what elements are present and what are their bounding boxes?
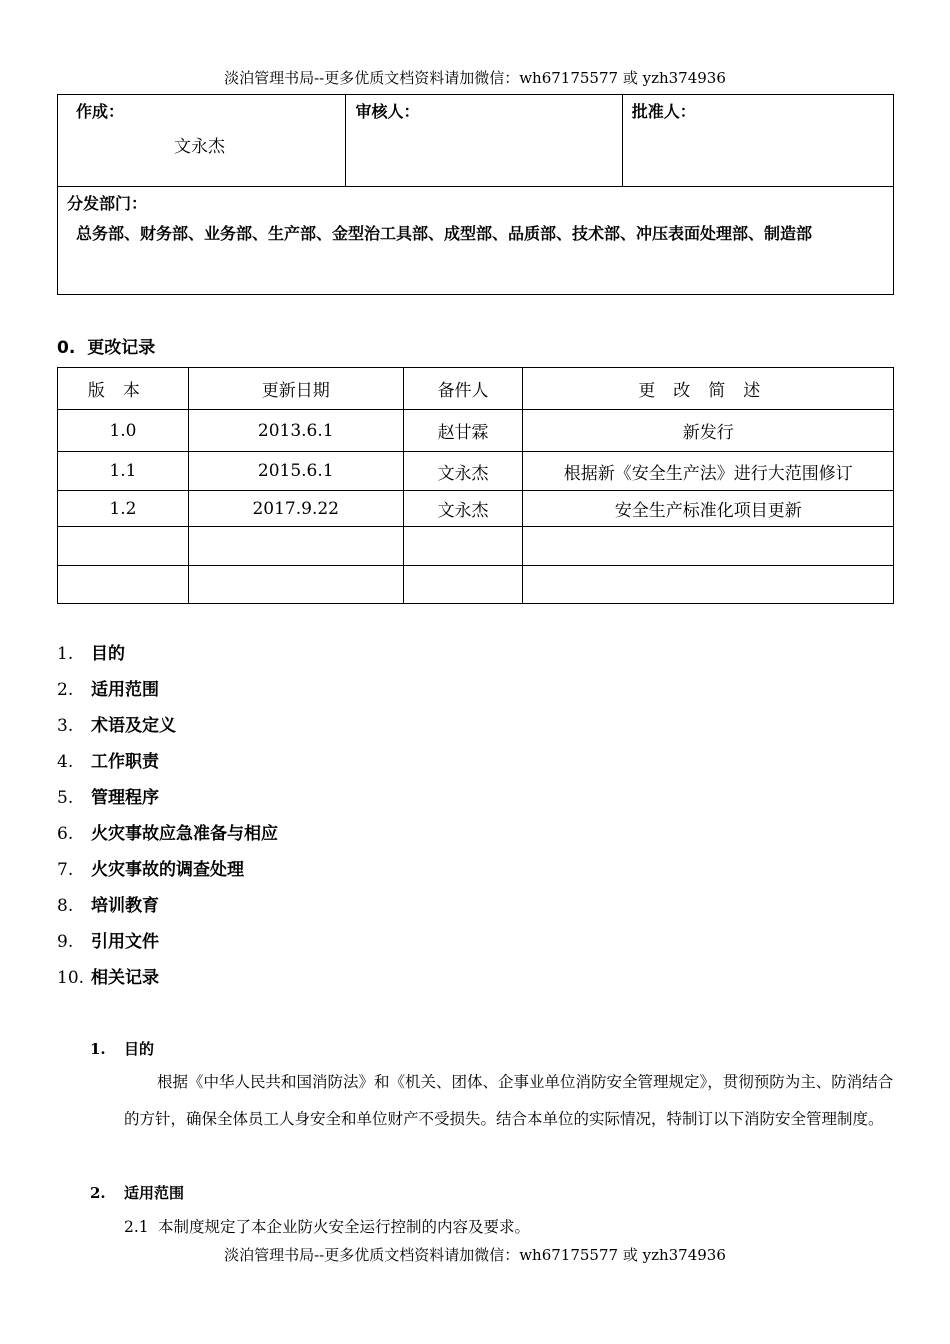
revision-table xyxy=(57,367,894,604)
table-of-contents xyxy=(57,642,278,1002)
toc-item xyxy=(57,678,278,714)
section1-title: 目的 xyxy=(124,1040,155,1058)
cell-person: 文永杰 xyxy=(403,491,523,527)
cell-summary xyxy=(523,527,894,566)
distribution-label: 分发部门： xyxy=(67,194,148,213)
toc-title: 火灾事故应急准备与相应 xyxy=(91,824,278,844)
author-label: 作成： xyxy=(76,102,125,121)
toc-title: 术语及定义 xyxy=(91,716,176,736)
toc-title: 工作职责 xyxy=(91,752,159,772)
header-summary: 更改简述 xyxy=(523,368,894,410)
author-cell xyxy=(58,95,346,187)
toc-item xyxy=(57,858,278,894)
approver-label: 批准人： xyxy=(631,102,696,121)
revision-title-num: 0. xyxy=(57,338,76,358)
section2-item xyxy=(124,1215,530,1237)
cell-person xyxy=(403,527,523,566)
header-date: 更新日期 xyxy=(188,368,403,410)
toc-title: 引用文件 xyxy=(91,932,159,952)
section1-body: 根据《中华人民共和国消防法》和《机关、团体、企事业单位消防安全管理规定》，贯彻预防为主、防消结合的方针，确保全体员工人身安全和单位财产不受损失。结合本单位的实际情况，特制订以下消防安全管理制度。 xyxy=(124,1073,894,1128)
cell-summary: 根据新《安全生产法》进行大范围修订 xyxy=(523,452,894,491)
toc-num: 3. xyxy=(57,716,74,736)
cell-date: 2017.9.22 xyxy=(188,491,403,527)
cell-version: 1.1 xyxy=(58,452,189,491)
cell-summary xyxy=(523,566,894,604)
distribution-text: 总务部、财务部、业务部、生产部、金型治工具部、成型部、品质部、技术部、冲压表面处理部、制造部 xyxy=(76,224,813,243)
toc-num: 4. xyxy=(57,752,74,772)
toc-item xyxy=(57,642,278,678)
toc-title: 适用范围 xyxy=(91,680,159,700)
toc-title: 相关记录 xyxy=(91,968,159,988)
approver-cell xyxy=(622,95,893,187)
toc-item xyxy=(57,822,278,858)
cell-summary: 新发行 xyxy=(523,410,894,452)
toc-num: 1. xyxy=(57,644,74,664)
section2-heading xyxy=(90,1182,184,1203)
table-row xyxy=(58,566,894,604)
section2-item-num: 2.1 xyxy=(124,1218,149,1236)
cell-person: 赵甘霖 xyxy=(403,410,523,452)
page-footer: 淡泊管理书局--更多优质文档资料请加微信：wh67175577 或 yzh374936 xyxy=(224,1246,726,1264)
table-row xyxy=(58,452,894,491)
cell-version: 1.0 xyxy=(58,410,189,452)
section2-title: 适用范围 xyxy=(124,1184,185,1202)
toc-item xyxy=(57,786,278,822)
distribution-cell xyxy=(58,187,894,295)
toc-num: 9. xyxy=(57,932,74,952)
toc-title: 火灾事故的调查处理 xyxy=(91,860,244,880)
page-header: 淡泊管理书局--更多优质文档资料请加微信：wh67175577 或 yzh374936 xyxy=(224,69,726,87)
revision-header-row xyxy=(58,368,894,410)
table-row xyxy=(58,491,894,527)
cell-version xyxy=(58,566,189,604)
cell-date: 2013.6.1 xyxy=(188,410,403,452)
cell-person: 文永杰 xyxy=(403,452,523,491)
toc-num: 7. xyxy=(57,860,74,880)
cell-date xyxy=(188,527,403,566)
cell-version xyxy=(58,527,189,566)
revision-title-text: 更改记录 xyxy=(87,338,156,358)
cell-person xyxy=(403,566,523,604)
toc-title: 目的 xyxy=(91,644,125,664)
toc-num: 10. xyxy=(57,968,85,988)
section1-num: 1. xyxy=(90,1040,106,1058)
signoff-table xyxy=(57,94,894,295)
section1-heading xyxy=(90,1038,154,1059)
toc-item xyxy=(57,750,278,786)
toc-title: 管理程序 xyxy=(91,788,159,808)
toc-num: 2. xyxy=(57,680,74,700)
cell-version: 1.2 xyxy=(58,491,189,527)
reviewer-cell xyxy=(345,95,622,187)
toc-item xyxy=(57,966,278,1002)
table-row xyxy=(58,410,894,452)
author-name: 文永杰 xyxy=(174,137,225,157)
header-version: 版本 xyxy=(58,368,189,410)
cell-date: 2015.6.1 xyxy=(188,452,403,491)
cell-date xyxy=(188,566,403,604)
toc-num: 6. xyxy=(57,824,74,844)
header-person: 备件人 xyxy=(403,368,523,410)
toc-item xyxy=(57,714,278,750)
toc-num: 5. xyxy=(57,788,74,808)
table-row xyxy=(58,527,894,566)
revision-title xyxy=(57,333,155,358)
toc-item xyxy=(57,894,278,930)
section2-num: 2. xyxy=(90,1184,106,1202)
toc-item xyxy=(57,930,278,966)
toc-num: 8. xyxy=(57,896,74,916)
cell-summary: 安全生产标准化项目更新 xyxy=(523,491,894,527)
reviewer-label: 审核人： xyxy=(355,102,420,121)
section2-item-text: 本制度规定了本企业防火安全运行控制的内容及要求。 xyxy=(158,1218,531,1236)
toc-title: 培训教育 xyxy=(91,896,159,916)
